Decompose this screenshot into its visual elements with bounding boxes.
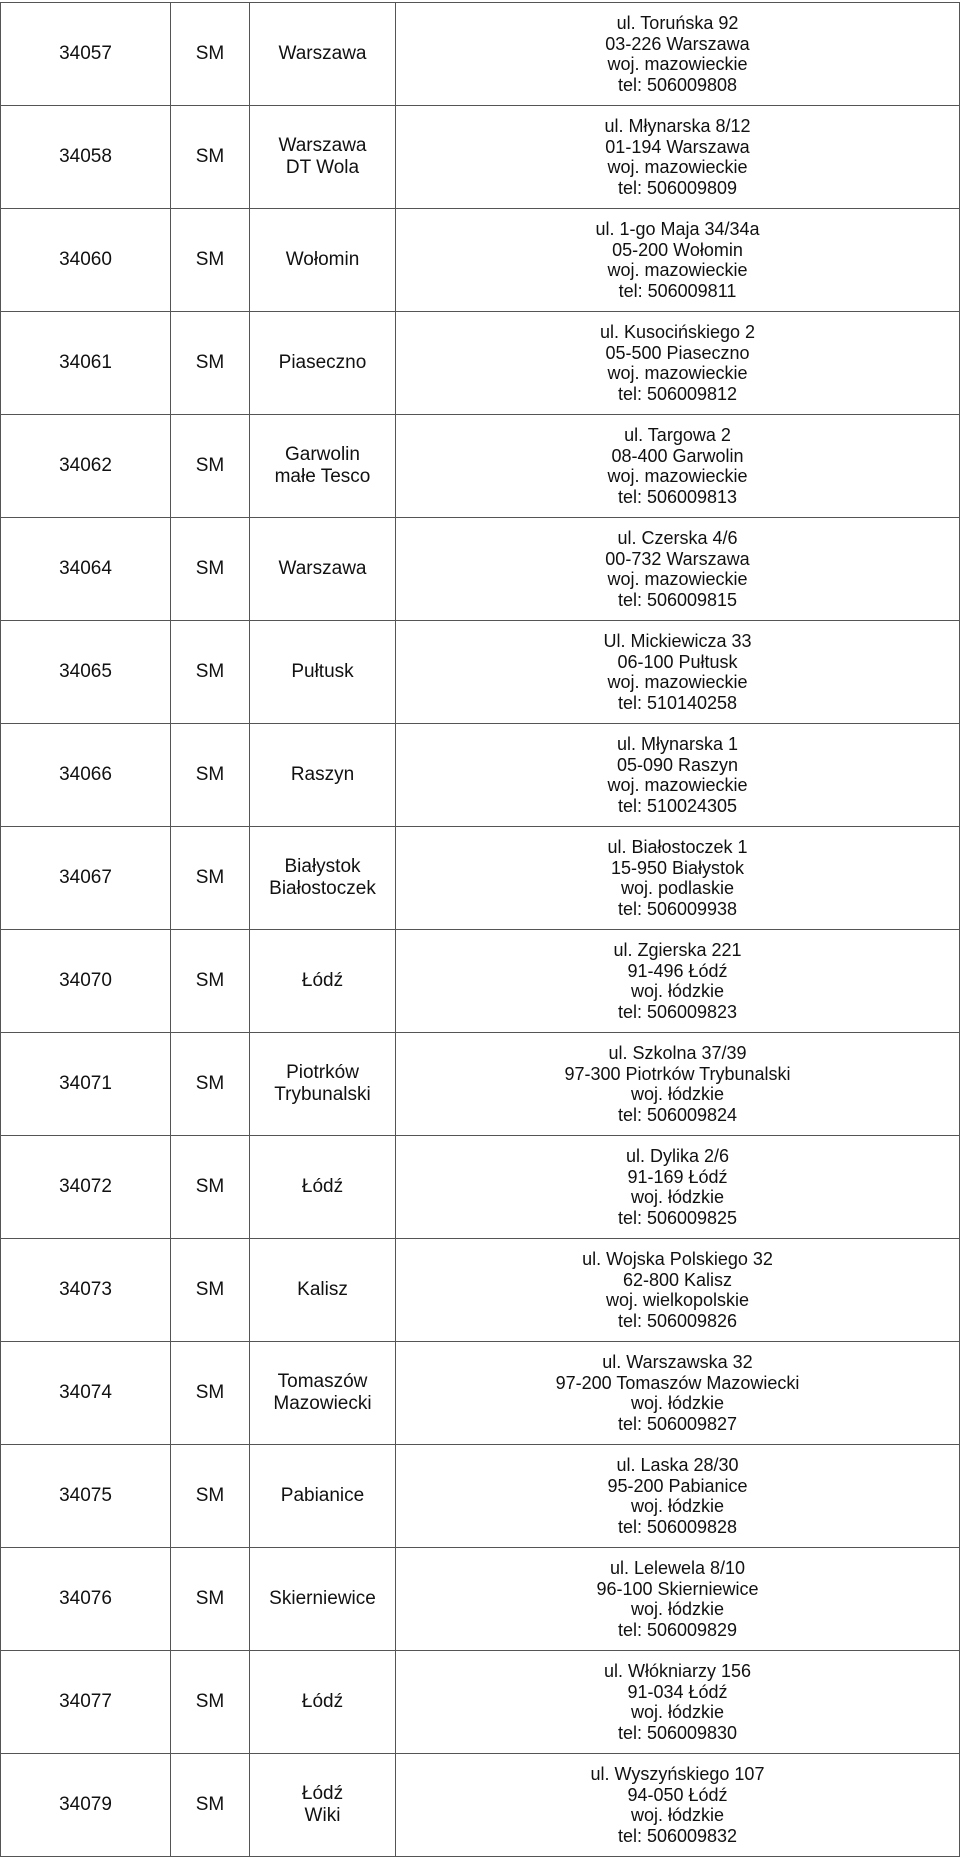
address-line: Ul. Mickiewicza 33 [603, 631, 752, 651]
store-number-cell: 34075 [1, 1445, 171, 1548]
address-line: tel: 506009825 [617, 1207, 738, 1228]
store-type-cell: SM [171, 1033, 250, 1136]
store-type-cell: SM [171, 312, 250, 415]
address-line: woj. wielkopolskie [605, 1290, 750, 1310]
store-number-cell: 34064 [1, 518, 171, 621]
city-line: Warszawa [278, 43, 367, 64]
address-line: 91-496 Łódź [627, 960, 728, 981]
city-line: Łódź [301, 1176, 344, 1197]
store-city-cell [250, 1342, 396, 1445]
store-city-cell [250, 1136, 396, 1239]
address-line: ul. Wyszyńskiego 107 [590, 1764, 765, 1784]
address-line: tel: 506009808 [617, 74, 738, 95]
store-address-cell [396, 1651, 960, 1754]
address-line: tel: 506009824 [617, 1104, 738, 1125]
store-table [0, 2, 960, 1857]
store-address-cell [396, 827, 960, 930]
city-line: Piaseczno [278, 352, 367, 373]
store-number-cell: 34061 [1, 312, 171, 415]
address-line: ul. Wojska Polskiego 32 [582, 1249, 773, 1269]
city-line: Łódź [301, 970, 344, 991]
store-city-cell [250, 209, 396, 312]
store-type-cell: SM [171, 621, 250, 724]
address-line: ul. Dylika 2/6 [625, 1146, 730, 1166]
address-line: 94-050 Łódź [627, 1784, 728, 1805]
address-line: tel: 506009826 [617, 1310, 738, 1331]
address-line: 15-950 Białystok [610, 857, 745, 878]
store-type-cell: SM [171, 724, 250, 827]
address-line: tel: 506009938 [617, 898, 738, 919]
address-line: ul. 1-go Maja 34/34a [595, 219, 760, 239]
store-city-cell [250, 1239, 396, 1342]
store-number-cell: 34071 [1, 1033, 171, 1136]
store-number-cell: 34072 [1, 1136, 171, 1239]
table-row [1, 3, 960, 106]
address-line: woj. łódzkie [630, 1187, 725, 1207]
address-line: ul. Młynarska 1 [616, 734, 739, 754]
address-line: ul. Czerska 4/6 [617, 528, 738, 548]
store-city-cell [250, 827, 396, 930]
address-line: tel: 506009809 [617, 177, 738, 198]
store-city-cell [250, 1754, 396, 1857]
store-address-cell [396, 1342, 960, 1445]
city-line: Pułtusk [291, 661, 354, 682]
store-city-cell [250, 1548, 396, 1651]
table-row [1, 1445, 960, 1548]
store-address-cell [396, 1239, 960, 1342]
city-line: Trybunalski [274, 1084, 371, 1105]
store-address-cell [396, 621, 960, 724]
address-line: ul. Targowa 2 [624, 425, 731, 445]
address-line: woj. łódzkie [630, 1084, 725, 1104]
store-type-cell: SM [171, 1548, 250, 1651]
store-number-cell: 34074 [1, 1342, 171, 1445]
address-line: ul. Warszawska 32 [602, 1352, 753, 1372]
store-type-cell: SM [171, 518, 250, 621]
address-line: ul. Włókniarzy 156 [603, 1661, 752, 1681]
table-row [1, 415, 960, 518]
address-line: woj. łódzkie [630, 1496, 725, 1516]
address-line: tel: 506009812 [617, 383, 738, 404]
store-number-cell: 34057 [1, 3, 171, 106]
address-line: 91-034 Łódź [627, 1681, 728, 1702]
address-line: 62-800 Kalisz [622, 1269, 733, 1290]
address-line: woj. mazowieckie [607, 54, 748, 74]
address-line: 00-732 Warszawa [605, 548, 750, 569]
store-address-cell [396, 312, 960, 415]
address-line: woj. mazowieckie [607, 363, 748, 383]
address-line: ul. Toruńska 92 [616, 13, 739, 33]
address-line: 97-200 Tomaszów Mazowiecki [555, 1372, 800, 1393]
city-line: Białostoczek [269, 878, 376, 899]
store-number-cell: 34060 [1, 209, 171, 312]
table-row [1, 1548, 960, 1651]
store-number-cell: 34073 [1, 1239, 171, 1342]
address-line: tel: 506009813 [617, 486, 738, 507]
store-table-body [1, 3, 960, 1857]
address-line: ul. Młynarska 8/12 [604, 116, 751, 136]
address-line: woj. mazowieckie [607, 672, 748, 692]
store-list-document [0, 2, 960, 1857]
city-line: Łódź [301, 1783, 344, 1804]
store-address-cell [396, 1754, 960, 1857]
table-row [1, 1136, 960, 1239]
address-line: 91-169 Łódź [627, 1166, 728, 1187]
store-type-cell: SM [171, 1445, 250, 1548]
store-city-cell [250, 930, 396, 1033]
address-line: 08-400 Garwolin [611, 445, 744, 466]
address-line: tel: 510140258 [617, 692, 738, 713]
store-address-cell [396, 3, 960, 106]
store-number-cell: 34070 [1, 930, 171, 1033]
city-line: Mazowiecki [273, 1393, 372, 1414]
table-row [1, 106, 960, 209]
store-city-cell [250, 106, 396, 209]
address-line: tel: 506009832 [617, 1825, 738, 1846]
address-line: tel: 506009823 [617, 1001, 738, 1022]
store-city-cell [250, 724, 396, 827]
store-address-cell [396, 1445, 960, 1548]
address-line: 95-200 Pabianice [607, 1475, 748, 1496]
city-line: Łódź [301, 1691, 344, 1712]
store-type-cell: SM [171, 106, 250, 209]
store-city-cell [250, 1651, 396, 1754]
city-line: Wołomin [285, 249, 360, 270]
store-address-cell [396, 1548, 960, 1651]
address-line: 05-090 Raszyn [616, 754, 739, 775]
store-type-cell: SM [171, 930, 250, 1033]
store-type-cell: SM [171, 1239, 250, 1342]
city-line: Raszyn [290, 764, 355, 785]
address-line: 05-200 Wołomin [612, 239, 743, 260]
address-line: ul. Zgierska 221 [613, 940, 742, 960]
store-number-cell: 34058 [1, 106, 171, 209]
address-line: tel: 506009815 [617, 589, 738, 610]
address-line: ul. Białostoczek 1 [607, 837, 748, 857]
address-line: tel: 510024305 [617, 795, 738, 816]
store-type-cell: SM [171, 209, 250, 312]
store-city-cell [250, 1445, 396, 1548]
address-line: woj. łódzkie [630, 1805, 725, 1825]
store-city-cell [250, 415, 396, 518]
store-address-cell [396, 1033, 960, 1136]
store-number-cell: 34065 [1, 621, 171, 724]
store-city-cell [250, 518, 396, 621]
store-number-cell: 34067 [1, 827, 171, 930]
store-address-cell [396, 106, 960, 209]
address-line: 06-100 Pułtusk [617, 651, 738, 672]
store-type-cell: SM [171, 1651, 250, 1754]
address-line: woj. mazowieckie [607, 157, 748, 177]
table-row [1, 1754, 960, 1857]
table-row [1, 1651, 960, 1754]
store-number-cell: 34066 [1, 724, 171, 827]
address-line: ul. Laska 28/30 [616, 1455, 739, 1475]
address-line: woj. łódzkie [630, 1393, 725, 1413]
city-line: Skierniewice [269, 1588, 376, 1609]
store-type-cell: SM [171, 1136, 250, 1239]
city-line: Kalisz [297, 1279, 348, 1300]
city-line: Piotrków [286, 1062, 359, 1083]
table-row [1, 724, 960, 827]
address-line: tel: 506009830 [617, 1722, 738, 1743]
address-line: woj. mazowieckie [607, 466, 748, 486]
table-row [1, 930, 960, 1033]
city-line: Wiki [304, 1805, 341, 1826]
table-row [1, 209, 960, 312]
address-line: 97-300 Piotrków Trybunalski [564, 1063, 791, 1084]
address-line: woj. łódzkie [630, 1599, 725, 1619]
city-line: małe Tesco [274, 466, 371, 487]
store-city-cell [250, 312, 396, 415]
city-line: Warszawa [278, 558, 367, 579]
address-line: woj. łódzkie [630, 981, 725, 1001]
address-line: 96-100 Skierniewice [596, 1578, 759, 1599]
store-type-cell: SM [171, 827, 250, 930]
store-address-cell [396, 415, 960, 518]
store-type-cell: SM [171, 1754, 250, 1857]
store-type-cell: SM [171, 3, 250, 106]
table-row [1, 1342, 960, 1445]
address-line: tel: 506009827 [617, 1413, 738, 1434]
store-address-cell [396, 518, 960, 621]
address-line: tel: 506009811 [618, 280, 737, 301]
store-number-cell: 34077 [1, 1651, 171, 1754]
address-line: 01-194 Warszawa [605, 136, 750, 157]
address-line: 05-500 Piaseczno [605, 342, 750, 363]
city-line: Pabianice [280, 1485, 365, 1506]
city-line: Garwolin [285, 444, 360, 465]
store-address-cell [396, 209, 960, 312]
address-line: 03-226 Warszawa [605, 33, 750, 54]
address-line: woj. podlaskie [620, 878, 735, 898]
address-line: woj. łódzkie [630, 1702, 725, 1722]
address-line: woj. mazowieckie [607, 260, 748, 280]
address-line: ul. Szkolna 37/39 [608, 1043, 747, 1063]
address-line: woj. mazowieckie [607, 569, 748, 589]
store-city-cell [250, 3, 396, 106]
store-number-cell: 34062 [1, 415, 171, 518]
store-type-cell: SM [171, 415, 250, 518]
store-city-cell [250, 621, 396, 724]
store-address-cell [396, 724, 960, 827]
store-address-cell [396, 930, 960, 1033]
table-row [1, 518, 960, 621]
store-type-cell: SM [171, 1342, 250, 1445]
table-row [1, 312, 960, 415]
store-number-cell: 34079 [1, 1754, 171, 1857]
store-city-cell [250, 1033, 396, 1136]
store-number-cell: 34076 [1, 1548, 171, 1651]
table-row [1, 1239, 960, 1342]
address-line: tel: 506009829 [617, 1619, 738, 1640]
table-row [1, 1033, 960, 1136]
city-line: Tomaszów [277, 1371, 368, 1392]
table-row [1, 621, 960, 724]
city-line: Białystok [284, 856, 361, 877]
address-line: ul. Lelewela 8/10 [609, 1558, 746, 1578]
city-line: Warszawa [278, 135, 367, 156]
address-line: ul. Kusocińskiego 2 [599, 322, 756, 342]
address-line: woj. mazowieckie [607, 775, 748, 795]
store-address-cell [396, 1136, 960, 1239]
city-line: DT Wola [285, 157, 360, 178]
table-row [1, 827, 960, 930]
address-line: tel: 506009828 [617, 1516, 738, 1537]
